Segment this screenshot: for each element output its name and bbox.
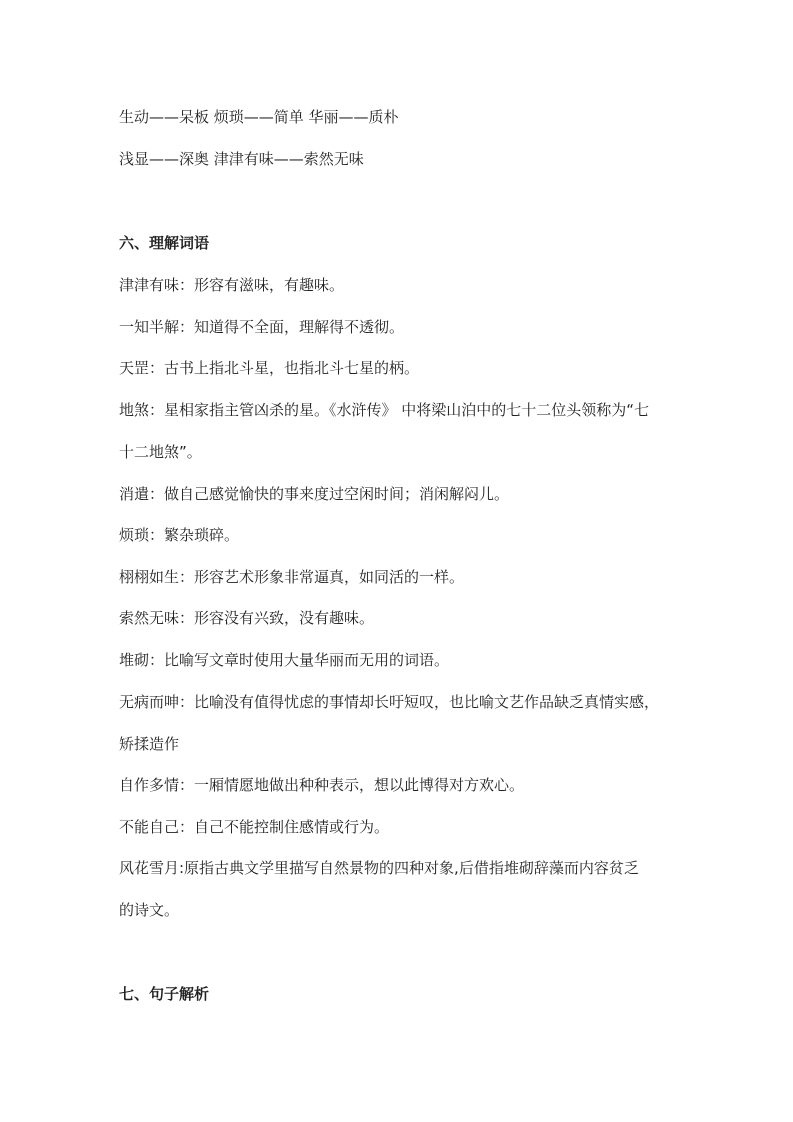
definition-line: 无病而呻：比喻没有值得忧虑的事情却长吁短叹，也比喻文艺作品缺乏真情实感， bbox=[119, 693, 660, 711]
antonym-line-1: 生动——呆板 烦琐——简单 华丽——质朴 bbox=[119, 108, 399, 126]
definition-line-continued: 矫揉造作 bbox=[119, 735, 180, 753]
section-6-heading: 六、理解词语 bbox=[119, 234, 210, 252]
definition-line-continued: 的诗文。 bbox=[119, 901, 180, 919]
definition-line: 自作多情：一厢情愿地做出种种表示，想以此博得对方欢心。 bbox=[119, 776, 525, 794]
definition-line: 风花雪月:原指古典文学里描写自然景物的四种对象,后借指堆砌辞藻而内容贫乏 bbox=[119, 859, 639, 877]
definition-line: 一知半解：知道得不全面，理解得不透彻。 bbox=[119, 318, 405, 336]
definition-line: 天罡：古书上指北斗星，也指北斗七星的柄。 bbox=[119, 359, 420, 377]
definition-line: 津津有味：形容有滋味，有趣味。 bbox=[119, 276, 345, 294]
definition-line: 消遣：做自己感觉愉快的事来度过空闲时间；消闲解闷儿。 bbox=[119, 485, 510, 503]
section-7-heading: 七、句子解析 bbox=[119, 985, 210, 1003]
definition-line: 索然无味：形容没有兴致，没有趣味。 bbox=[119, 609, 375, 627]
definition-line: 栩栩如生：形容艺术形象非常逼真，如同活的一样。 bbox=[119, 568, 465, 586]
definition-line-continued: 十二地煞”。 bbox=[119, 443, 202, 461]
definition-line: 不能自己：自己不能控制住感情或行为。 bbox=[119, 818, 390, 836]
definition-line: 堆砌：比喻写文章时使用大量华丽而无用的词语。 bbox=[119, 651, 450, 669]
definition-line: 烦琐：繁杂琐碎。 bbox=[119, 526, 240, 544]
definition-line: 地煞：星相家指主管凶杀的星。《水浒传》 中将梁山泊中的七十二位头领称为“七 bbox=[119, 401, 650, 419]
antonym-line-2: 浅显——深奥 津津有味——索然无味 bbox=[119, 150, 364, 168]
